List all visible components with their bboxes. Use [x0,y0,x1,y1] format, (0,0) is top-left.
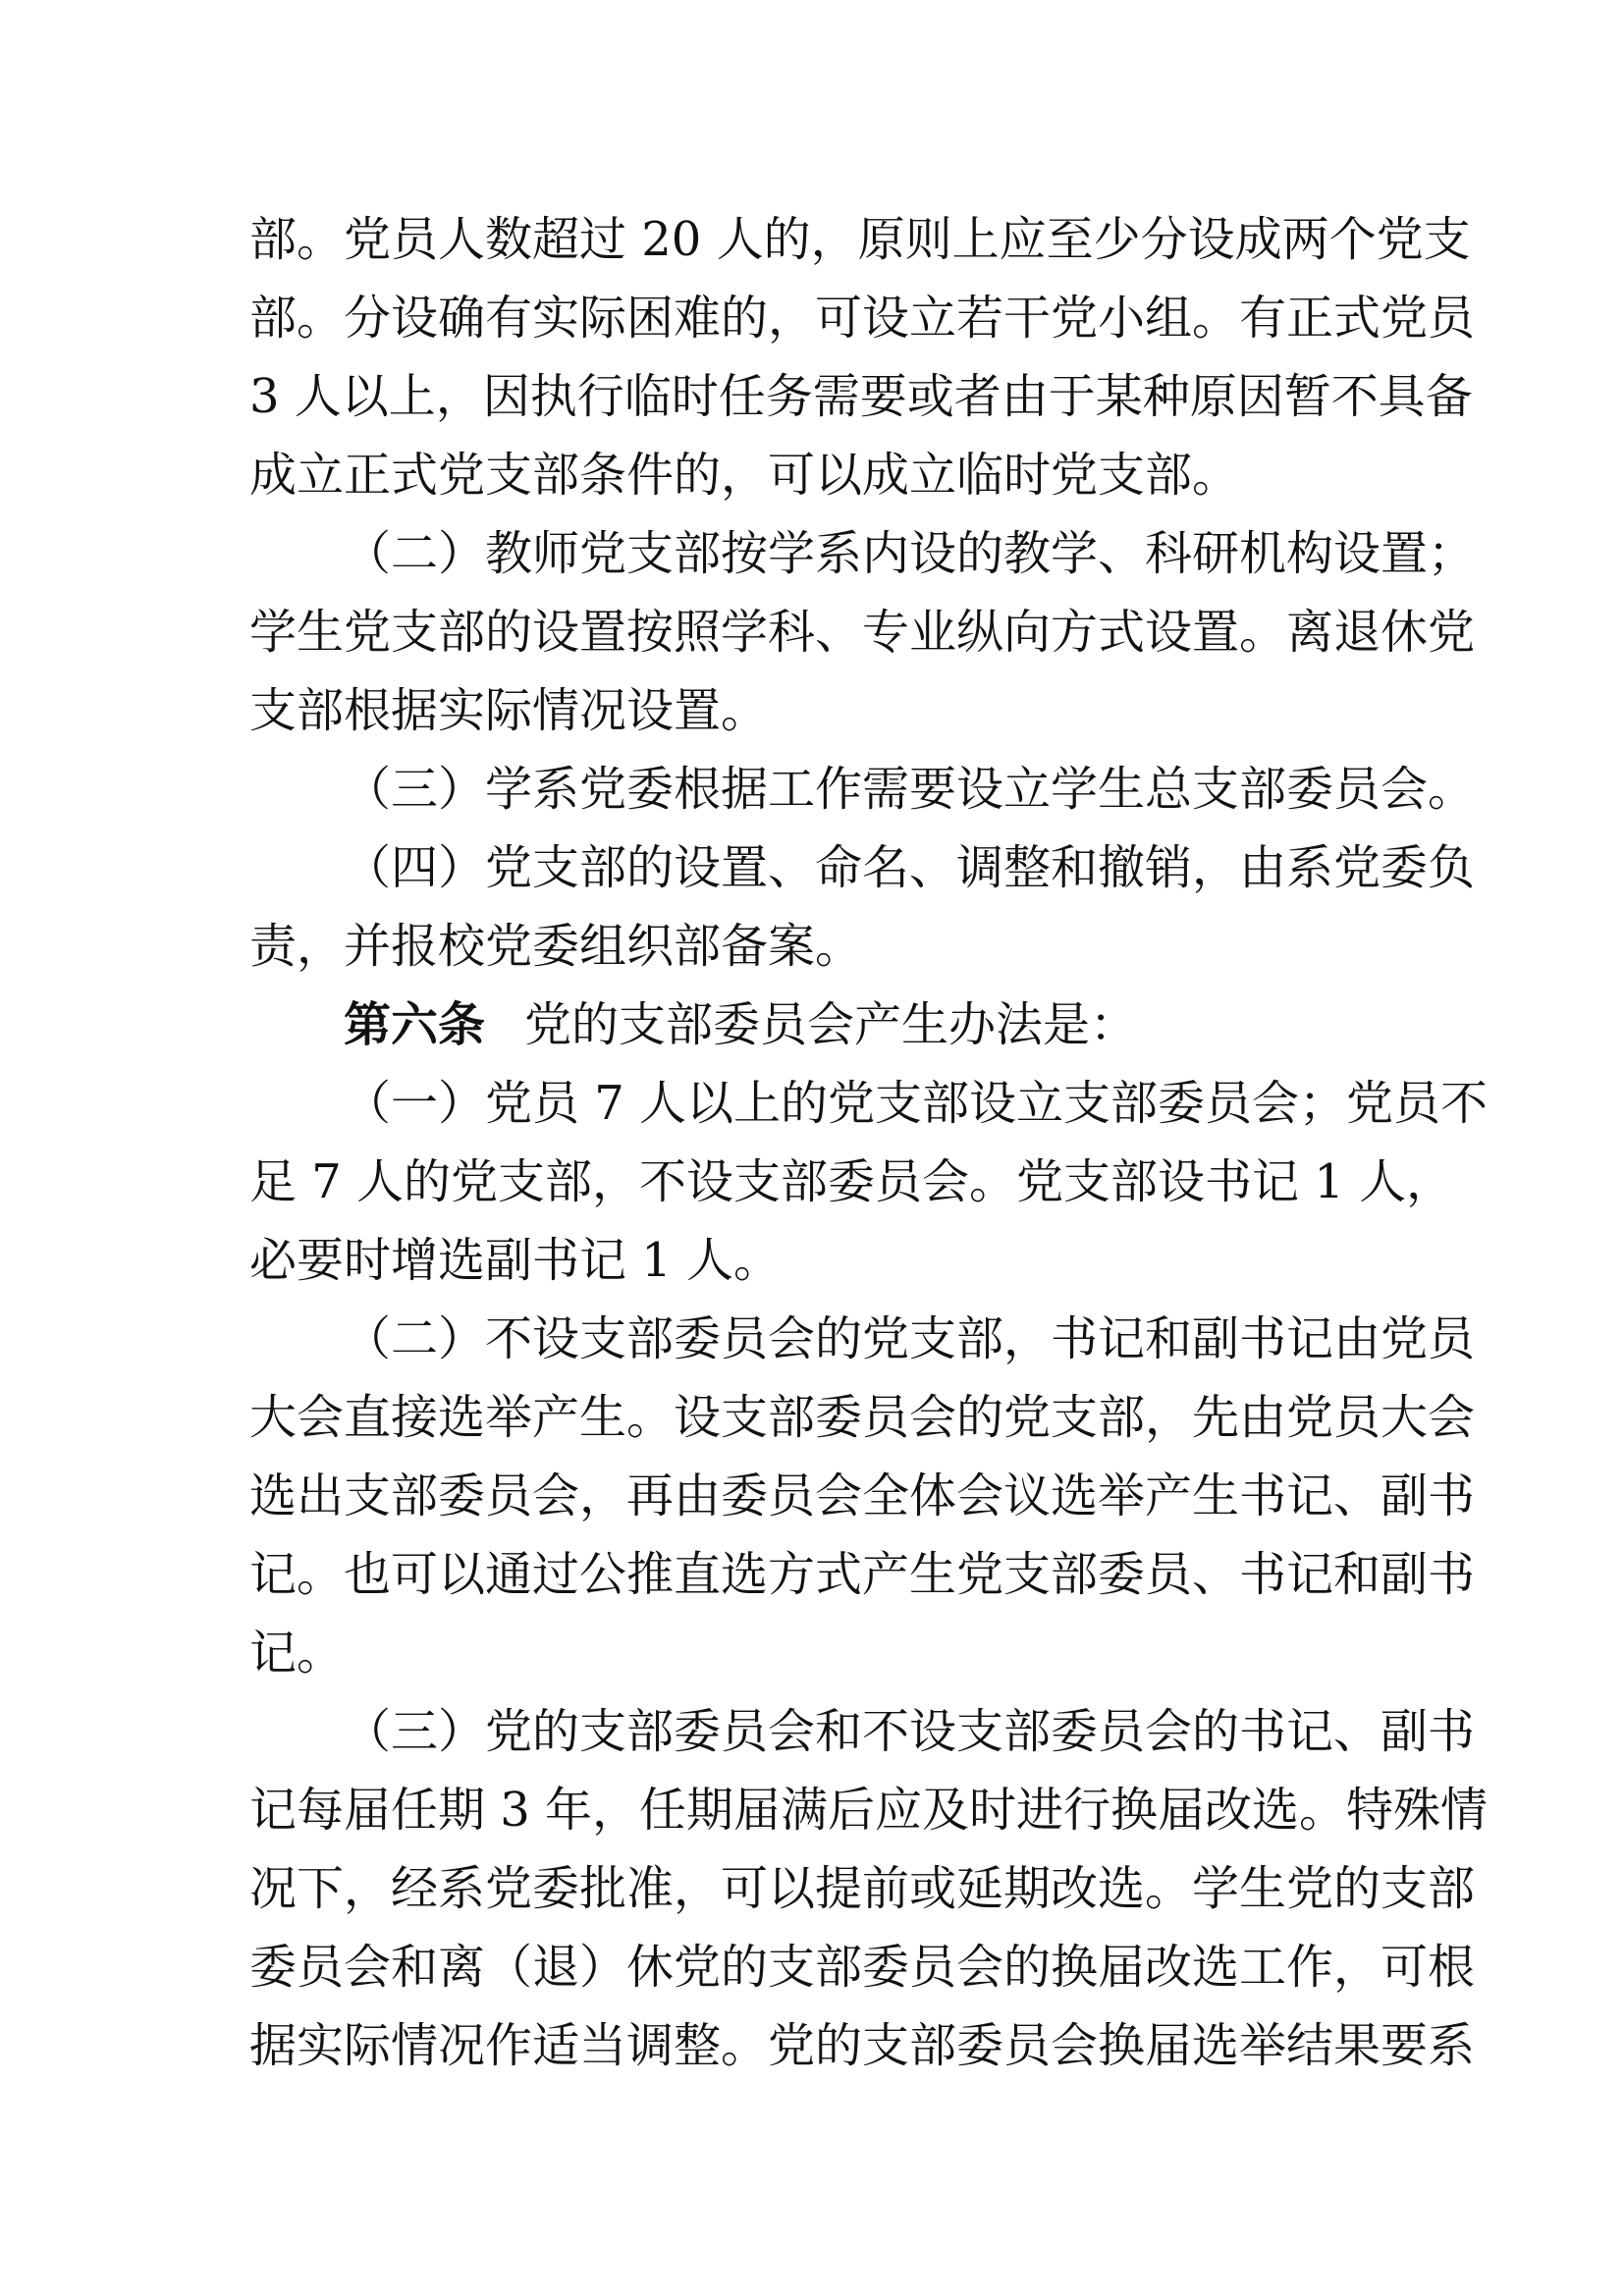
text-line: 必要时增选副书记 1 人。 [249,1233,782,1288]
text-line: 记。也可以通过公推直选方式产生党支部委员、书记和副书 [249,1547,1476,1602]
article-line [344,995,1388,1054]
paragraph-line: （三）学系党委根据工作需要设立学生总支部委员会。 [344,762,1476,817]
text-line: 3 人以上，因执行临时任务需要或者由于某种原因暂不具备 [249,369,1473,424]
text-line: 况下，经系党委批准，可以提前或延期改选。学生党的支部 [249,1861,1476,1916]
text-line: 委员会和离（退）休党的支部委员会的换届改选工作，可根 [249,1940,1476,1995]
text-line: 记每届任期 3 年，任期届满后应及时进行换届改选。特殊情 [249,1783,1489,1838]
text-line: 支部根据实际情况设置。 [249,683,769,738]
paragraph-line: （三）党的支部委员会和不设支部委员会的书记、副书 [344,1704,1476,1759]
text-line: 据实际情况作适当调整。党的支部委员会换届选举结果要系 [249,2018,1476,2073]
text-line: 部。分设确有实际困难的，可设立若干党小组。有正式党员 [249,291,1476,346]
text-line: 选出支部委员会，再由委员会全体会议选举产生书记、副书 [249,1468,1476,1523]
text-line: 大会直接选举产生。设支部委员会的党支部，先由党员大会 [249,1390,1476,1445]
paragraph-line: （一）党员 7 人以上的党支部设立支部委员会；党员不 [344,1076,1489,1131]
paragraph-line: （四）党支部的设置、命名、调整和撤销，由系党委负 [344,840,1476,895]
text-line: 学生党支部的设置按照学科、专业纵向方式设置。离退休党 [249,605,1476,660]
text-line: 责，并报校党委组织部备案。 [249,919,863,974]
article-text: 党的支部委员会产生办法是： [524,997,1138,1052]
text-line: 记。 [249,1626,345,1681]
text-line: 足 7 人的党支部，不设支部委员会。党支部设书记 1 人， [249,1154,1454,1209]
paragraph-line: （二）教师党支部按学系内设的教学、科研机构设置； [344,526,1476,581]
text-line: 成立正式党支部条件的，可以成立临时党支部。 [249,448,1240,503]
article-heading: 第六条 [344,997,486,1052]
text-line: 部。党员人数超过 20 人的，原则上应至少分设成两个党支 [249,212,1471,267]
paragraph-line: （二）不设支部委员会的党支部，书记和副书记由党员 [344,1311,1476,1366]
